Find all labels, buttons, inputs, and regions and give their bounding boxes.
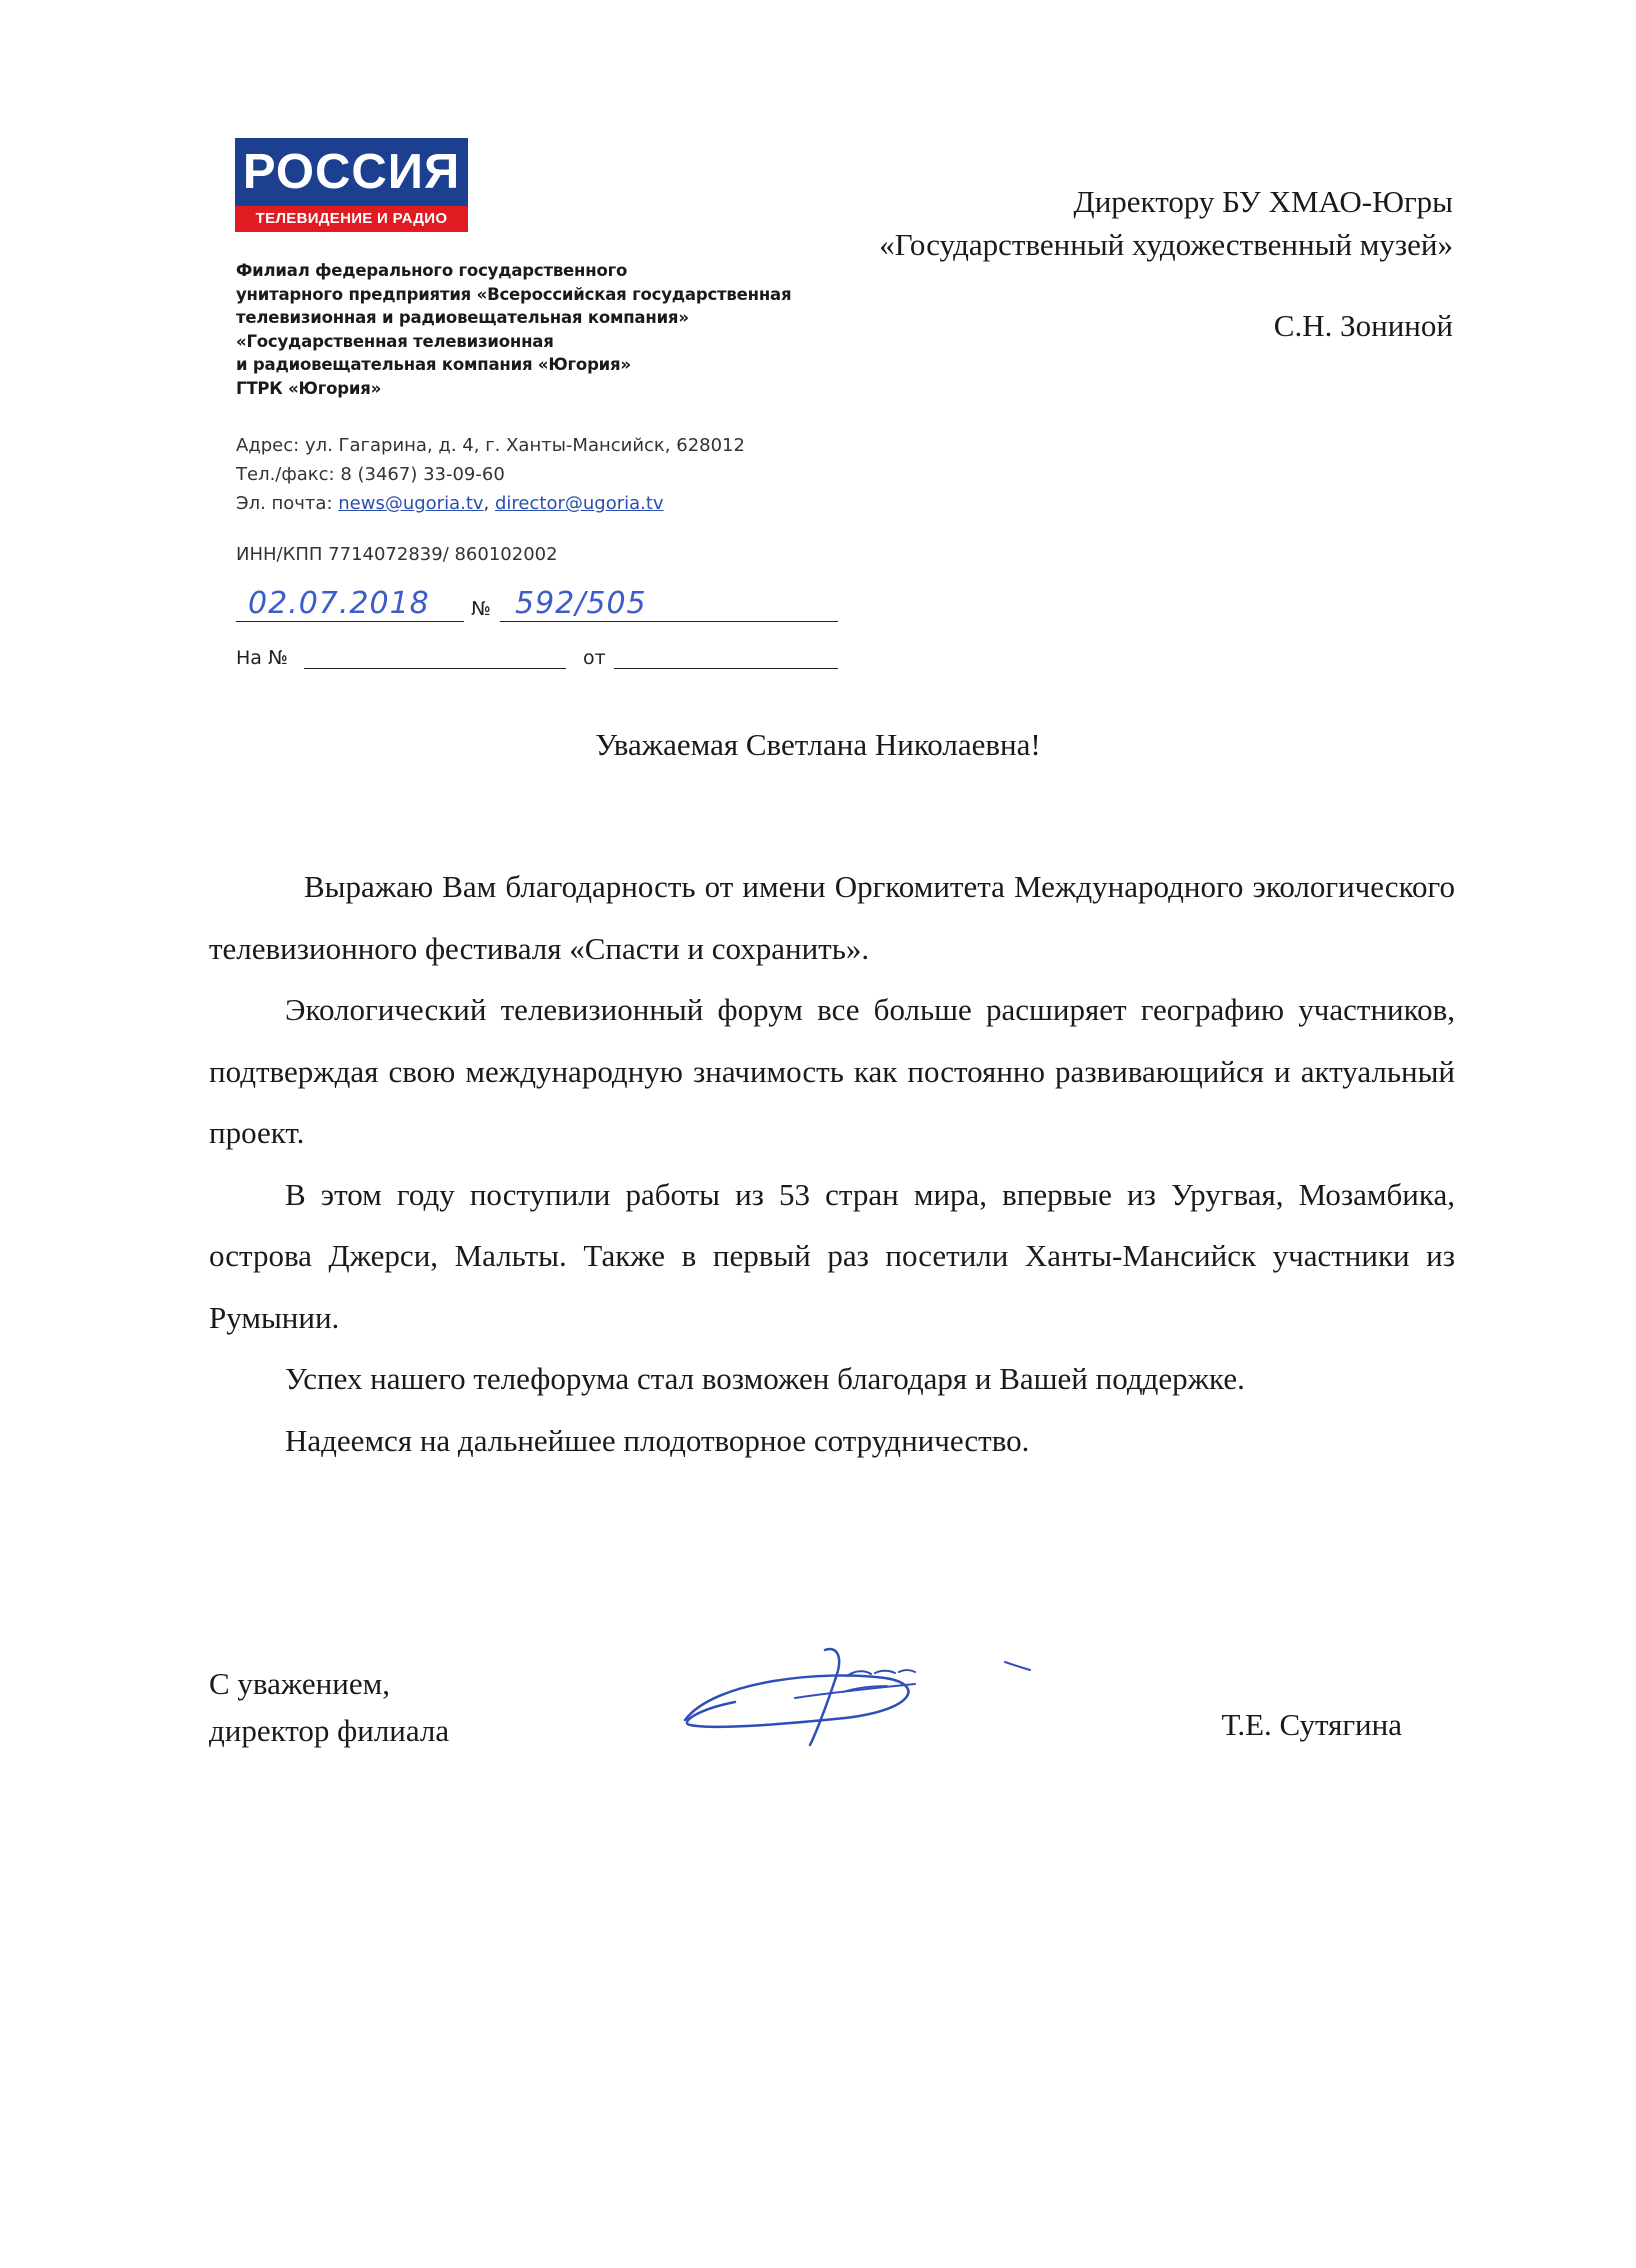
closing-block bbox=[209, 1660, 449, 1754]
body-paragraph: В этом году поступили работы из 53 стран мира, впервые из Уругвая, Мозамбика, острова Джерси, Мальты. Также в первый раз посетили Ханты-Мансийск участники из Румынии. bbox=[209, 1176, 1455, 1335]
org-line: и радиовещательная компания «Югория» bbox=[236, 355, 631, 374]
reply-number-underline bbox=[304, 668, 566, 669]
email-link-news[interactable]: news@ugoria.tv bbox=[338, 493, 484, 514]
signer-name: Т.Е. Сутягина bbox=[1221, 1707, 1402, 1742]
org-line: телевизионная и радиовещательная компания» bbox=[236, 308, 689, 327]
body-paragraph: Надеемся на дальнейшее плодотворное сотрудничество. bbox=[285, 1422, 1030, 1458]
reg-date bbox=[248, 586, 430, 621]
body-paragraph: Выражаю Вам благодарность от имени Оргкомитета Международного экологического телевизионного фестиваля «Спасти и сохранить». bbox=[209, 869, 1455, 966]
closing-position: директор филиала bbox=[209, 1713, 450, 1748]
closing-regards: С уважением, bbox=[209, 1666, 390, 1701]
contacts-block bbox=[236, 431, 745, 518]
russia-tv-logo bbox=[235, 138, 468, 232]
reg-number bbox=[515, 586, 647, 621]
body-paragraph: Успех нашего телефорума стал возможен благодаря и Вашей поддержке. bbox=[285, 1361, 1245, 1396]
reg-date-underline bbox=[236, 621, 464, 622]
reply-from-label: от bbox=[583, 647, 606, 669]
org-email-row bbox=[236, 489, 745, 518]
reply-label: На № bbox=[236, 647, 288, 669]
reg-number-underline bbox=[500, 621, 838, 622]
email-label: Эл. почта: bbox=[236, 493, 333, 514]
addressee-position: Директору БУ ХМАО-Югры bbox=[1073, 184, 1453, 219]
logo-title: РОССИЯ bbox=[235, 138, 468, 206]
reply-date-underline bbox=[614, 668, 838, 669]
org-line: «Государственная телевизионная bbox=[236, 331, 554, 351]
org-line: Филиал федерального государственного bbox=[236, 261, 628, 280]
addressee-name: С.Н. Зониной bbox=[1273, 308, 1453, 343]
org-line: ГТРК «Югория» bbox=[236, 378, 382, 398]
organization-block bbox=[236, 259, 836, 400]
body-paragraph: Экологический телевизионный форум все больше расширяет географию участников, подтверждая свою международную значимость как постоянно развивающийся и актуальный проект. bbox=[209, 992, 1455, 1150]
reg-number-value: 592/505 bbox=[515, 586, 647, 621]
addressee-organization: «Государственный художественный музей» bbox=[879, 227, 1453, 262]
reg-date-value: 02.07.2018 bbox=[248, 586, 430, 621]
org-phone: Тел./факс: 8 (3467) 33-09-60 bbox=[236, 464, 505, 485]
reg-number-sign: № bbox=[471, 598, 491, 620]
handwritten-signature bbox=[675, 1640, 1055, 1750]
email-separator: , bbox=[483, 493, 495, 514]
org-inn: ИНН/КПП 7714072839/ 860102002 bbox=[236, 544, 558, 565]
email-link-director[interactable]: director@ugoria.tv bbox=[495, 493, 664, 514]
org-address: Адрес: ул. Гагарина, д. 4, г. Ханты-Мансийск, 628012 bbox=[236, 435, 745, 456]
org-line: унитарного предприятия «Всероссийская государственная bbox=[236, 284, 792, 304]
letter-body bbox=[209, 856, 1455, 1471]
logo-subtitle: ТЕЛЕВИДЕНИЕ И РАДИО bbox=[235, 206, 468, 232]
greeting: Уважаемая Светлана Николаевна! bbox=[595, 727, 1041, 762]
addressee-block bbox=[879, 180, 1453, 347]
